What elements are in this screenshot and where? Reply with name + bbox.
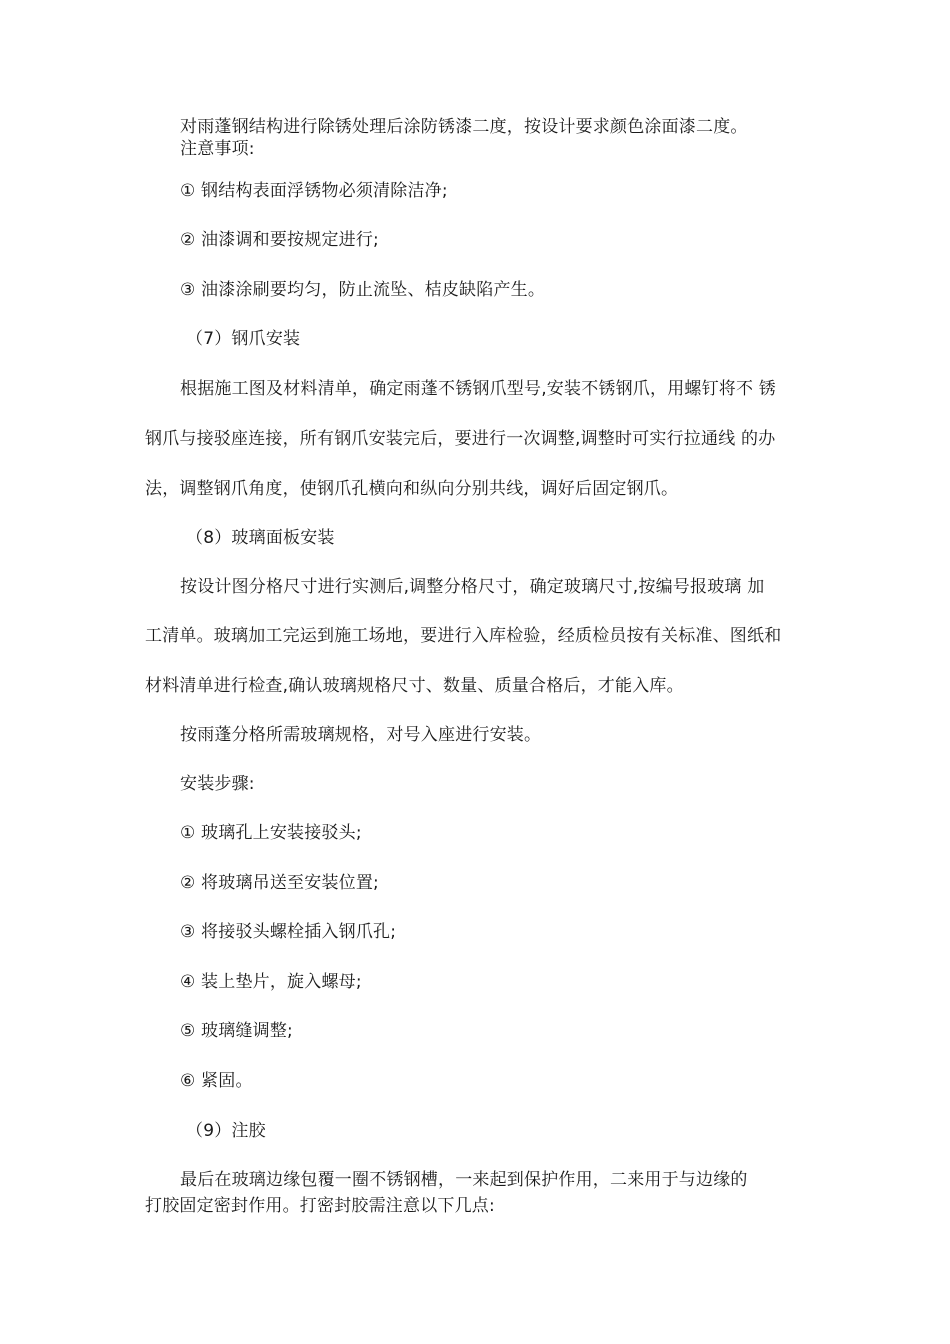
install-step-6: ⑥ 紧固。 bbox=[180, 1071, 253, 1091]
section-8-line-2: 工清单。玻璃加工完运到施工场地，要进行入库检验，经质检员按有关标准、图纸和 bbox=[145, 626, 782, 646]
install-steps-title: 安装步骤: bbox=[180, 774, 255, 794]
paragraph-rust-removal: 对雨蓬钢结构进行除锈处理后涂防锈漆二度，按设计要求颜色涂面漆二度。 bbox=[180, 117, 748, 137]
section-7-line-2: 钢爪与接驳座连接，所有钢爪安装完后，要进行一次调整,调整时可实行拉通线 的办 bbox=[145, 429, 776, 449]
install-step-5: ⑤ 玻璃缝调整; bbox=[180, 1021, 293, 1041]
section-heading-7: （7）钢爪安装 bbox=[186, 329, 301, 349]
section-heading-8: （8）玻璃面板安装 bbox=[186, 528, 335, 548]
section-8-paragraph-2: 按雨蓬分格所需玻璃规格，对号入座进行安装。 bbox=[180, 725, 542, 745]
section-7-line-3: 法，调整钢爪角度，使钢爪孔横向和纵向分别共线，调好后固定钢爪。 bbox=[145, 479, 679, 499]
section-9-line-1: 最后在玻璃边缘包覆一圈不锈钢槽，一来起到保护作用，二来用于与边缘的 bbox=[180, 1170, 748, 1190]
note-item-2: ② 油漆调和要按规定进行; bbox=[180, 230, 379, 250]
paragraph-notes-title: 注意事项: bbox=[180, 139, 255, 159]
section-8-line-3: 材料清单进行检查,确认玻璃规格尺寸、数量、质量合格后，才能入库。 bbox=[145, 676, 684, 696]
section-9-line-2: 打胶固定密封作用。打密封胶需注意以下几点: bbox=[145, 1196, 495, 1216]
install-step-1: ① 玻璃孔上安装接驳头; bbox=[180, 823, 362, 843]
section-heading-9: （9）注胶 bbox=[186, 1121, 266, 1141]
section-8-line-1: 按设计图分格尺寸进行实测后,调整分格尺寸，确定玻璃尺寸,按编号报玻璃 加 bbox=[180, 577, 765, 597]
note-item-3: ③ 油漆涂刷要均匀，防止流坠、桔皮缺陷产生。 bbox=[180, 280, 546, 300]
section-7-line-1: 根据施工图及材料清单，确定雨蓬不锈钢爪型号,安装不锈钢爪，用螺钉将不 锈 bbox=[180, 379, 777, 399]
install-step-4: ④ 装上垫片，旋入螺母; bbox=[180, 972, 362, 992]
note-item-1: ① 钢结构表面浮锈物必须清除洁净; bbox=[180, 181, 448, 201]
install-step-3: ③ 将接驳头螺栓插入钢爪孔; bbox=[180, 922, 397, 942]
install-step-2: ② 将玻璃吊送至安装位置; bbox=[180, 873, 379, 893]
